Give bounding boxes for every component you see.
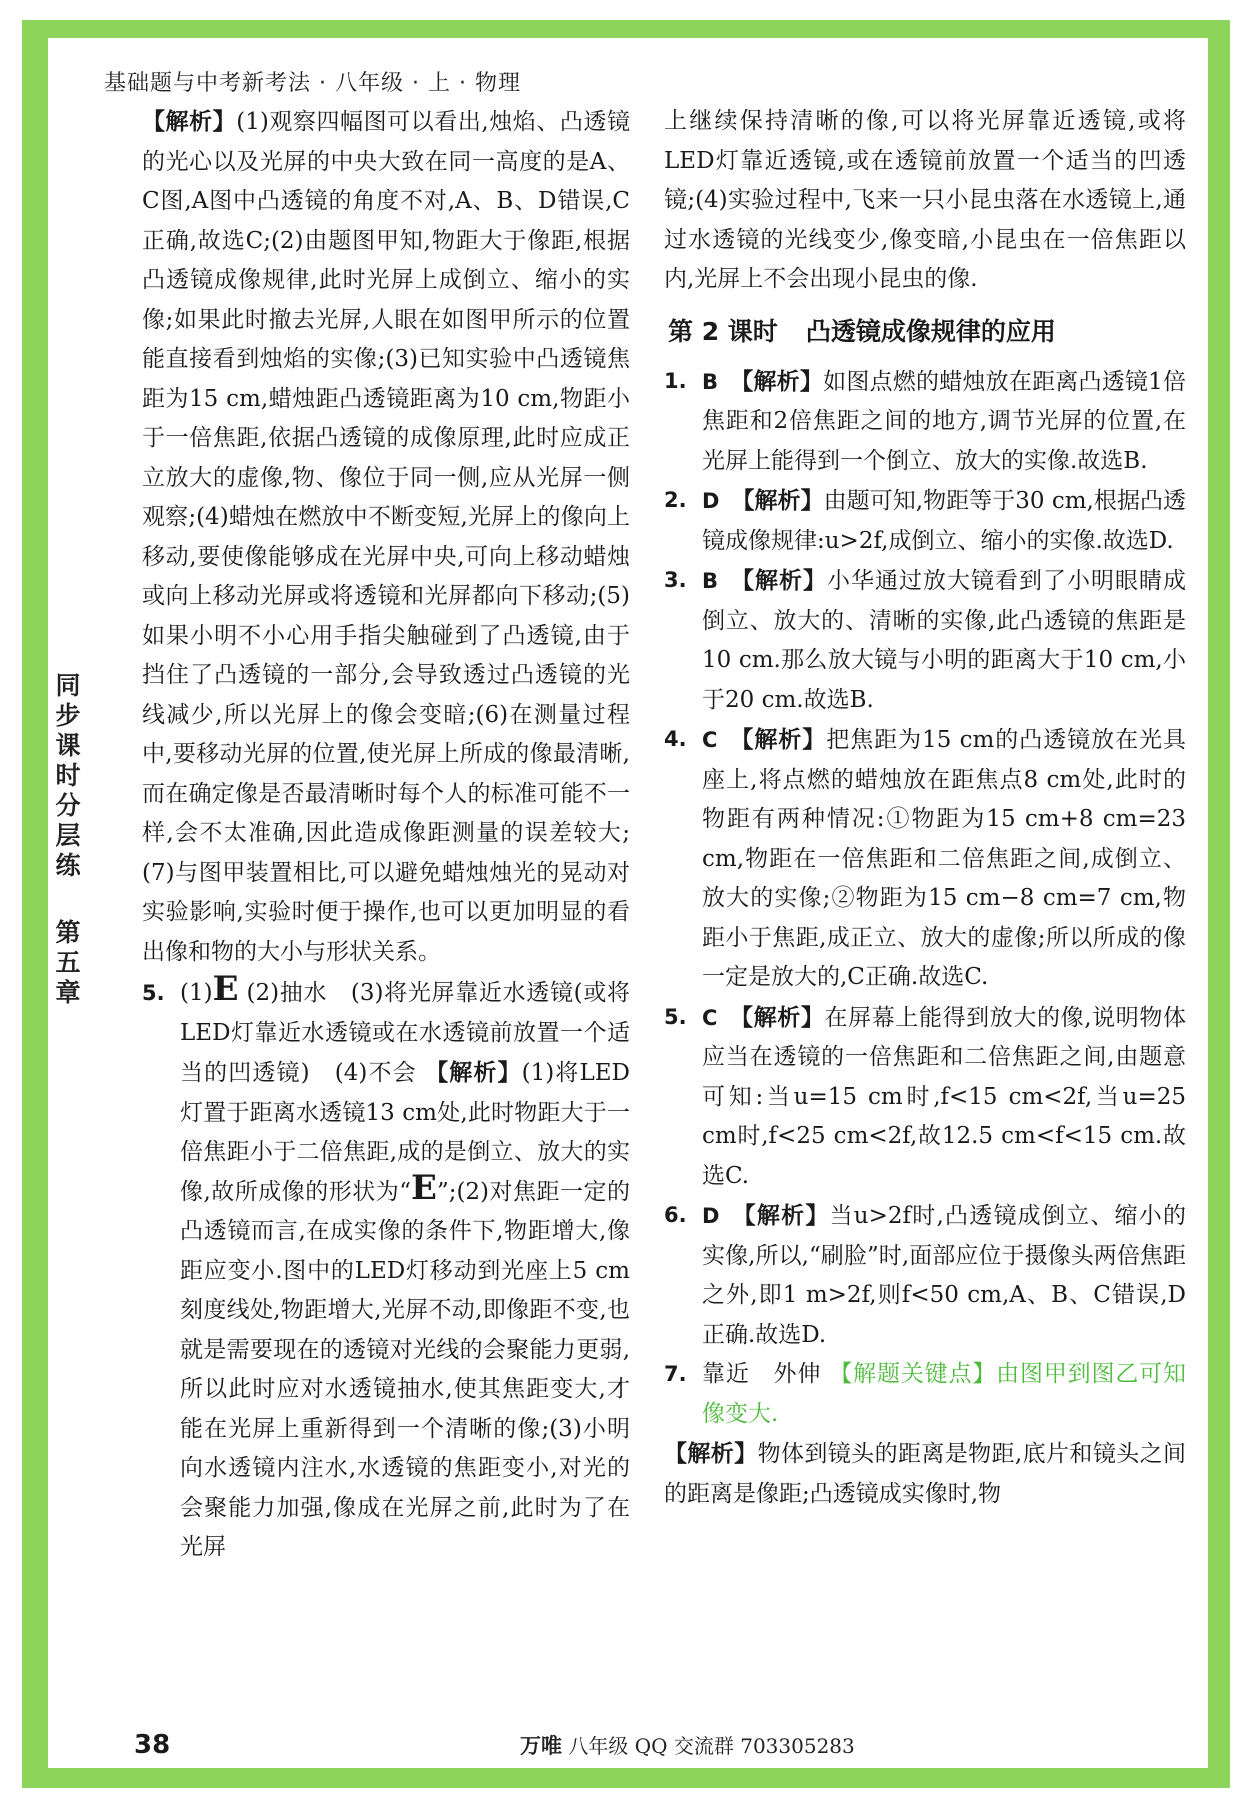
side-tab-section — [48, 665, 88, 891]
analysis-label: 【解析】 — [729, 726, 827, 753]
analysis-text: 小华通过放大镜看到了小明眼睛成倒立、放大的、清晰的实像,此凸透镜的焦距是10 cm.那么放大镜与小明的距离大于10 cm,小于20 cm.故选B. — [702, 568, 1187, 713]
answer-letter: B — [702, 369, 719, 394]
analysis-text: ”;(2)对焦距一定的凸透镜而言,在成实像的条件下,物距增大,像距应变小.图中的LED灯移动到光座上5 cm刻度线处,物距增大,光屏不动,即像距不变,也就是需要现在的透镜对光线的会聚能力更弱,所以此时应对水透镜抽水,使其焦距变大,才能在光屏上重新得到一个清晰的像;(3)小明向水透镜内注水,水透镜的焦距变小,对光的会聚能力加强,像成在光屏之前,此时为了在光屏 — [180, 1178, 630, 1560]
analysis-text: 当u>2f时,凸透镜成倒立、缩小的实像,所以,“刷脸”时,面部应位于摄像头两倍焦距之外,即1 m>2f,则f<50 cm,A、B、C错误,D正确.故选D. — [702, 1203, 1187, 1348]
question-body — [180, 969, 631, 1568]
right-column — [664, 102, 1186, 1514]
lesson-number: 第 2 课时 — [668, 316, 778, 346]
question-number: 2. — [664, 488, 687, 512]
question-number: 4. — [664, 727, 687, 751]
page-frame-top — [22, 20, 1230, 38]
page-frame-bottom — [22, 1768, 1230, 1788]
key-point-text: 由图甲到图乙可知像变大. — [702, 1361, 1187, 1427]
footer-qq-group: 八年级 QQ 交流群 703305283 — [568, 1734, 855, 1758]
side-char: 同 — [55, 671, 81, 700]
analysis-text: 如图点燃的蜡烛放在距离凸透镜1倍焦距和2倍焦距之间的地方,调节光屏的位置,在光屏上能得到一个倒立、放大的实像.故选B. — [702, 368, 1187, 474]
answer-letter: C — [702, 1005, 718, 1030]
question-number: 5. — [142, 981, 165, 1005]
question-number: 5. — [664, 1004, 687, 1029]
question-7 — [664, 1355, 1186, 1434]
question-5 — [664, 998, 1186, 1197]
page-number: 38 — [134, 1730, 171, 1760]
analysis-text: 由题可知,物距等于30 cm,根据凸透镜成像规律:u>2f,成倒立、缩小的实像.故选D. — [702, 488, 1187, 554]
side-char: 分 — [55, 791, 81, 820]
question-number: 3. — [664, 568, 687, 592]
side-char: 第 — [55, 918, 81, 947]
answer-text: 靠近 外伸 — [702, 1361, 822, 1387]
answer-part: (1) — [180, 980, 213, 1006]
question-3 — [664, 561, 1186, 720]
analysis-text: 把焦距为15 cm的凸透镜放在光具座上,将点燃的蜡烛放在距焦点8 cm处,此时的物距有两种情况:①物距为15 cm+8 cm=23 cm,物距在一倍焦距和二倍焦距之间,成倒立、放大的实像;②物距为15 cm−8 cm=7 cm,物距小于焦距,成正立、放大的虚像;所以所成的像一定是放大的,C正确.故选C. — [702, 727, 1186, 990]
answer-letter: B — [702, 569, 719, 593]
q5-continued: 上继续保持清晰的像,可以将光屏靠近透镜,或将LED灯靠近透镜,或在透镜前放置一个适当的凹透镜;(4)实验过程中,飞来一只小昆虫落在水透镜上,通过水透镜的光线变少,像变暗,小昆虫在一倍焦距以内,光屏上不会出现小昆虫的像. — [664, 108, 1186, 292]
left-column — [142, 102, 630, 1568]
letter-e-glyph: E — [212, 969, 239, 1009]
answer-letter: C — [702, 728, 718, 752]
q4-analysis — [142, 102, 630, 972]
question-1 — [664, 362, 1186, 482]
analysis-label: 【解析】 — [425, 1059, 522, 1086]
running-header: 基础题与中考新考法 · 八年级 · 上 · 物理 — [104, 71, 521, 96]
analysis-label: 【解析】 — [730, 567, 828, 594]
side-char: 层 — [55, 821, 81, 850]
side-char: 步 — [55, 701, 81, 730]
analysis-label: 【解析】 — [664, 1440, 758, 1467]
q7-analysis — [664, 1434, 1186, 1514]
side-char: 练 — [55, 851, 81, 880]
lesson-title: 凸透镜成像规律的应用 — [805, 316, 1056, 346]
question-5 — [142, 969, 631, 1568]
analysis-text: (1)观察四幅图可以看出,烛焰、凸透镜的光心以及光屏的中央大致在同一高度的是A、C图,A图中凸透镜的角度不对,A、B、D错误,C正确,故选C;(2)由题图甲知,物距大于像距,根据凸透镜成像规律,此时光屏上成倒立、缩小的实像;如果此时撤去光屏,人眼在如图甲所示的位置能直接看到烛焰的实像;(3)已知实验中凸透镜焦距为15 cm,蜡烛距凸透镜距离为10 cm,物距小于一倍焦距,依据凸透镜的成像原理,此时应成正立放大的虚像,物、像位于同一侧,应从光屏一侧观察;(4)蜡烛在燃放中不断变短,光屏上的像向上移动,要使像能够成在光屏中央,可向上移动蜡烛或向上移动光屏或将透镜和光屏都向下移动;(5)如果小明不小心用手指尖触碰到了凸透镜,由于挡住了凸透镜的一部分,会导致透过凸透镜的光线减少,所以光屏上的像会变暗;(6)在测量过程中,要移动光屏的位置,使光屏上所成的像最清晰,而在确定像是否最清晰时每个人的标准可能不一样,会不太准确,因此造成像距测量的误差较大;(7)与图甲装置相比,可以避免蜡烛烛光的晃动对实验影响,实验时便于操作,也可以更加明显的看出像和物的大小与形状关系。 — [142, 109, 631, 965]
lesson-heading — [668, 314, 1186, 350]
answers: (2)抽水 (3)将光屏靠近水透镜(或将LED灯靠近水透镜或在水透镜前放置一个适当的凹透镜) (4)不会 — [180, 980, 631, 1086]
brand-logo: 万唯 — [520, 1734, 562, 1758]
question-number: 1. — [664, 368, 687, 393]
answer-letter: D — [702, 489, 720, 513]
analysis-label: 【解析】 — [730, 367, 824, 395]
analysis-text: 在屏幕上能得到放大的像,说明物体应当在透镜的一倍焦距和二倍焦距之间,由题意可知:当u=15 cm时,f<15 cm<2f,当u=25 cm时,f<25 cm<2f,故12.5 cm<f<15 cm.故选C. — [702, 1004, 1187, 1189]
question-4 — [664, 720, 1186, 998]
answer-letter: D — [702, 1204, 720, 1228]
analysis-label: 【解析】 — [142, 108, 237, 135]
analysis-text: (1)将LED灯置于距离水透镜13 cm处,此时物距大于一倍焦距小于二倍焦距,成的是倒立、放大的实像,故所成像的形状为“ — [180, 1060, 630, 1205]
question-2 — [664, 481, 1186, 561]
question-6 — [664, 1196, 1186, 1355]
footer-info — [520, 1730, 855, 1760]
page-frame-right — [1208, 20, 1230, 1788]
side-tab-chapter — [48, 912, 88, 1022]
page-frame-left — [22, 20, 48, 1788]
side-char: 五 — [55, 948, 81, 977]
question-number: 6. — [664, 1203, 687, 1227]
side-char: 时 — [55, 761, 81, 790]
analysis-label: 【解析】 — [729, 1003, 825, 1031]
key-point-label: 【解题关键点】 — [829, 1361, 997, 1387]
analysis-text: 物体到镜头的距离是物距,底片和镜头之间的距离是像距;凸透镜成实像时,物 — [664, 1441, 1187, 1507]
side-char: 课 — [55, 731, 81, 760]
letter-e-glyph: E — [411, 1167, 437, 1208]
question-number: 7. — [664, 1362, 687, 1386]
side-char: 章 — [55, 978, 81, 1007]
analysis-label: 【解析】 — [731, 1202, 830, 1229]
analysis-label: 【解析】 — [731, 487, 824, 514]
